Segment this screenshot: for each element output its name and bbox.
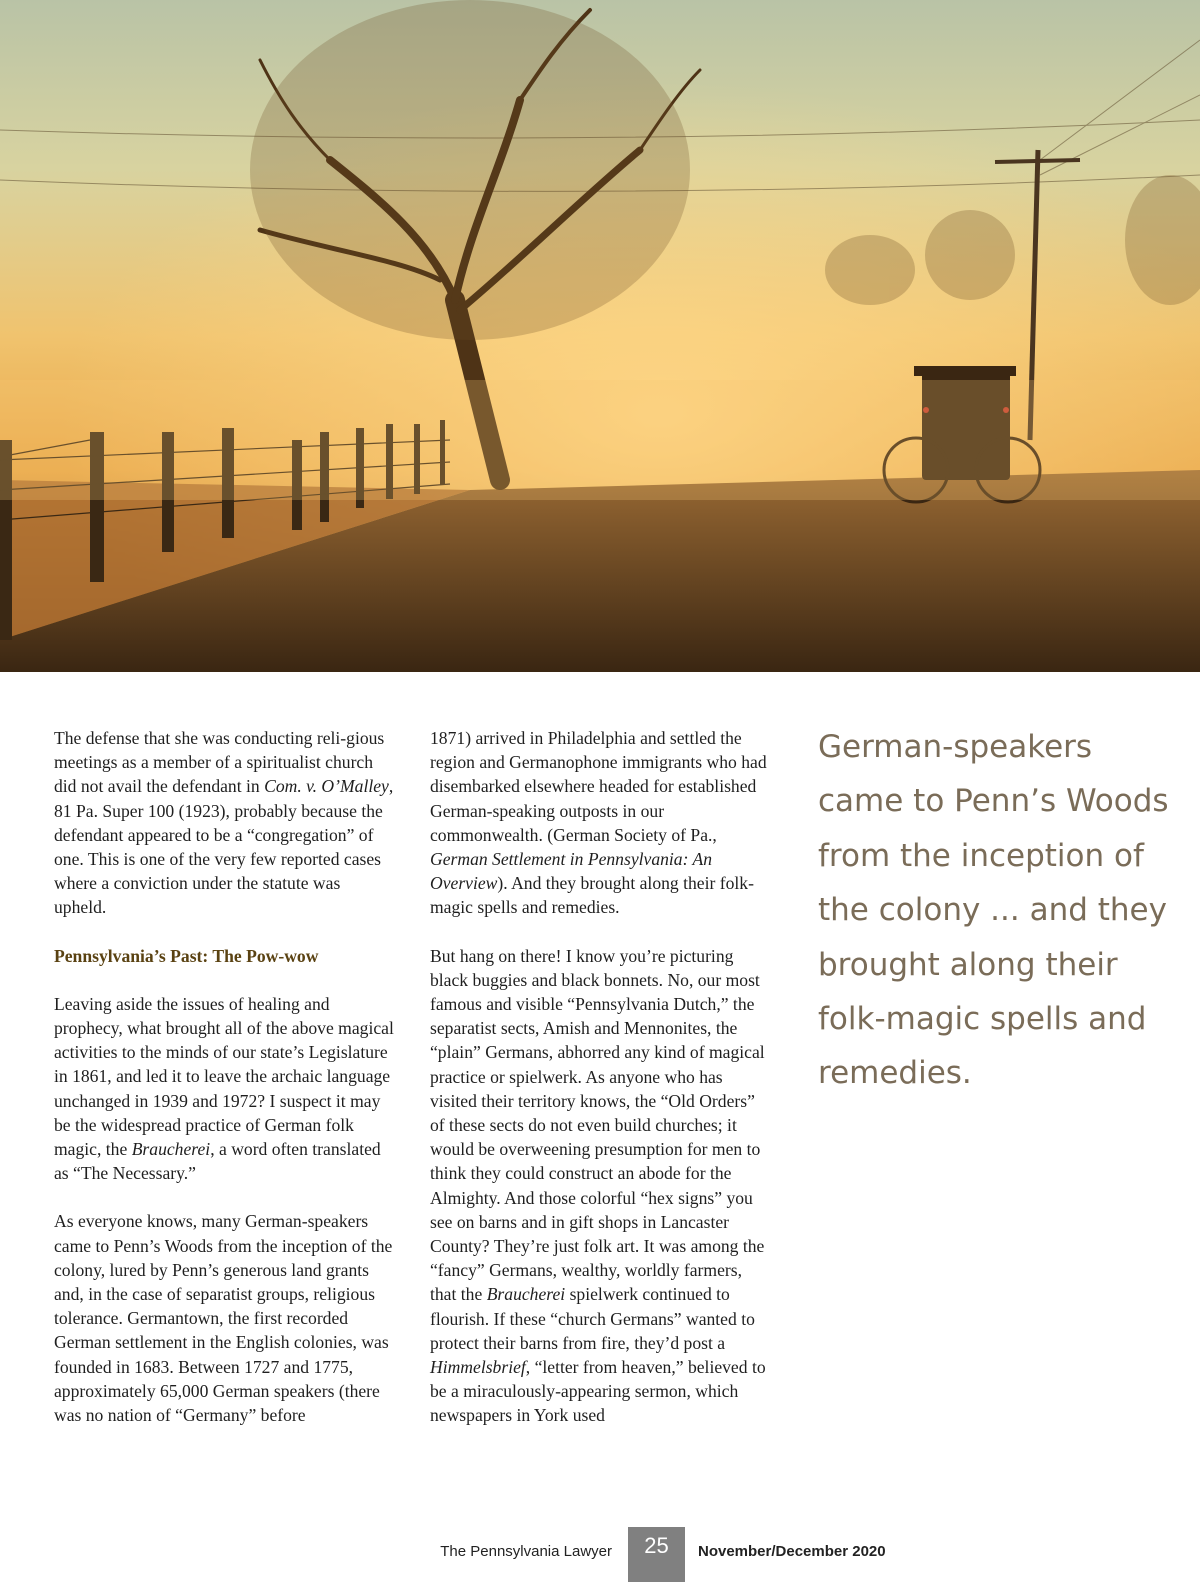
publication-name: The Pennsylvania Lawyer [440, 1543, 612, 1560]
paragraph: 1871) arrived in Philadelphia and settled the region and Germanophone immigrants who had disembarked elsewhere headed for established German-speaking outposts in our commonwealth. (German Society of Pa., German Settlement in Pennsylvania: An Overview). And they brought along their folk-magic spells and remedies. [430, 728, 767, 918]
paragraph: Leaving aside the issues of healing and prophecy, what brought all of the above magical activities to the minds of our state’s Legislature in 1861, and led it to leave the archaic language unchanged in 1939 and 1972? I suspect it may be the widespread practice of German folk magic, the Braucherei, a word often translated as “The Necessary.” [54, 993, 394, 1184]
italic-term: Himmelsbrief [430, 1357, 526, 1378]
foggy-road-amish-buggy-photo [0, 0, 1200, 672]
article-column-1 [54, 726, 394, 1427]
pull-quote: German-speakers came to Penn’s Woods from the inception of the colony ... and they brought along their folk-magic spells and remedies. [818, 729, 1169, 1092]
paragraph: But hang on there! I know you’re picturing black buggies and black bonnets. No, our most famous and visible “Pennsylvania Dutch,” the separatist sects, Amish and Mennonites, the “plain” Germans, abhorred any kind of magical practice or spielwerk. As anyone who has visited their territory knows, the “Old Orders” of these sects do not even build churches; it would be overweening presumption for men to think they could construct an abode for the Almighty. And those colorful “hex signs” you see on barns and in gift shops in Lancaster County? They’re just folk art. It was among the “fancy” Germans, wealthy, worldly farmers, that the Braucherei spielwerk continued to flourish. If these “church Germans” wanted to protect their barns from fire, they’d post a Himmelsbrief, “letter from heaven,” believed to be a miraculously-appearing sermon, which newspapers in York used [430, 945, 766, 1426]
issue-date: November/December 2020 [698, 1543, 886, 1560]
italic-title: German Settlement in Pennsylvania: An Overview [430, 849, 713, 894]
paragraph: As everyone knows, many German-speakers came to Penn’s Woods from the inception of the colony, lured by Penn’s generous land grants and, in the case of separatist groups, religious tolerance. Germantown, the first recorded German settlement in the English colonies, was founded in 1683. Between 1727 and 1775, approximately 65,000 German speakers (there was no nation of “Germany” before [54, 1211, 393, 1426]
paragraph: The defense that she was conducting reli-gious meetings as a member of a spiritualist church did not avail the defendant in Com. v. O’Malley, 81 Pa. Super 100 (1923), probably because the defendant appeared to be a “congregation” of one. This is one of the very few reported cases where a conviction under the statute was upheld. [54, 728, 394, 918]
page-footer [0, 1527, 1200, 1582]
hero-photo [0, 0, 1200, 672]
section-heading: Pennsylvania’s Past: The Pow-wow [54, 945, 319, 966]
italic-term: Braucherei [131, 1139, 211, 1160]
article-column-2 [430, 726, 770, 1428]
case-citation: Com. v. O’Malley [264, 776, 389, 797]
italic-term: Braucherei [486, 1284, 566, 1305]
page-number: 25 [628, 1527, 685, 1582]
